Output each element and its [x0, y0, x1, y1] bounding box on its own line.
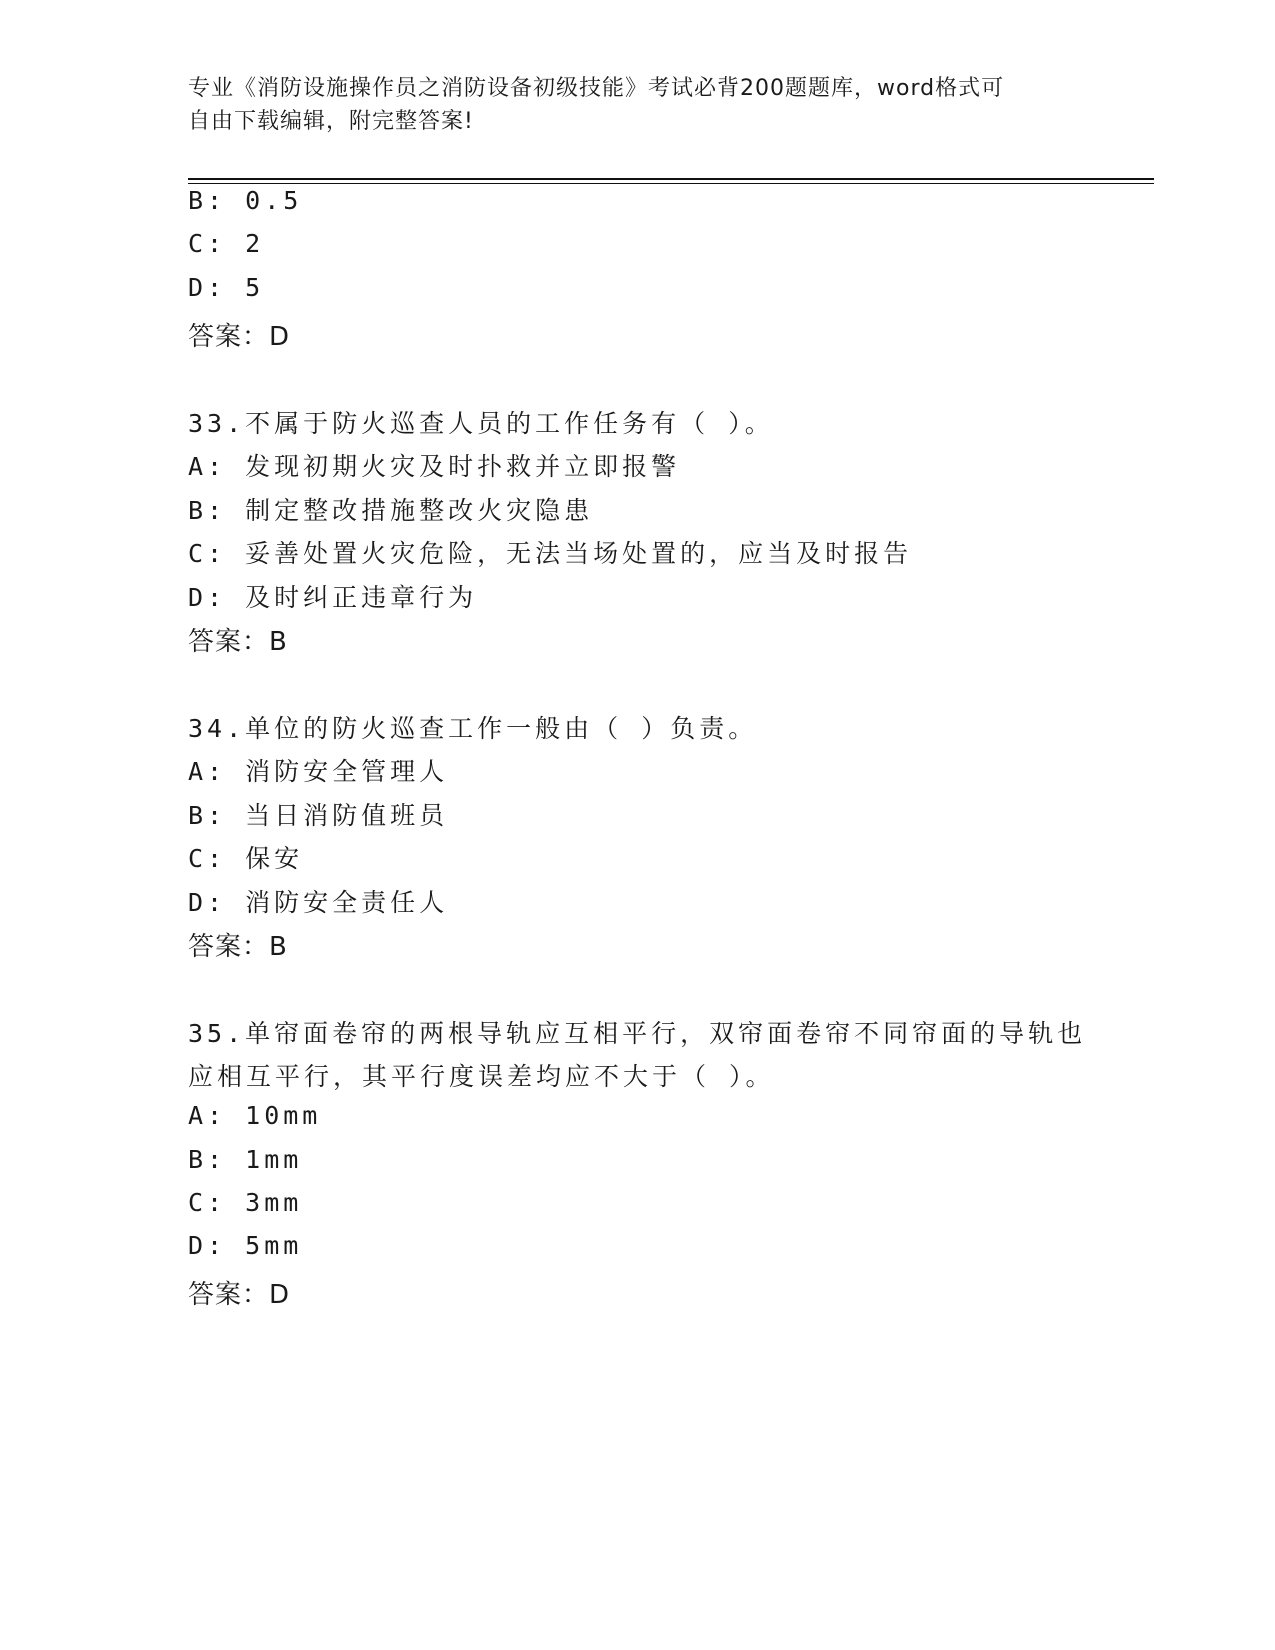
- option-b: B: 制定整改措施整改火灾隐患: [188, 496, 594, 525]
- option-c: C: 保安: [188, 844, 304, 873]
- option-d: D: 5: [188, 273, 265, 302]
- header-rule-thick: [188, 178, 1154, 180]
- answer-line: 答案：D: [188, 322, 291, 352]
- option-d: D: 及时纠正违章行为: [188, 583, 478, 612]
- option-b: B: 1mm: [188, 1145, 303, 1174]
- option-c: C: 2: [188, 229, 265, 258]
- option-d: D: 消防安全责任人: [188, 888, 449, 917]
- option-c: C: 3mm: [188, 1188, 303, 1217]
- option-a: A: 消防安全管理人: [188, 757, 449, 786]
- question-stem: 35.单帘面卷帘的两根导轨应互相平行，双帘面卷帘不同帘面的导轨也: [188, 1019, 1087, 1048]
- option-c: C: 妥善处置火灾危险，无法当场处置的，应当及时报告: [188, 539, 913, 568]
- answer-line: 答案：B: [188, 932, 288, 962]
- question-stem: 34.单位的防火巡查工作一般由（ ）负责。: [188, 714, 758, 743]
- option-a: A: 10mm: [188, 1101, 322, 1130]
- question-stem: 33.不属于防火巡查人员的工作任务有（ ）。: [188, 409, 774, 438]
- option-d: D: 5mm: [188, 1231, 303, 1260]
- answer-line: 答案：B: [188, 627, 288, 657]
- option-a: A: 发现初期火灾及时扑救并立即报警: [188, 452, 681, 481]
- document-header: [188, 72, 1088, 138]
- question-stem-continued: 应相互平行，其平行度误差均应不大于（ ）。: [188, 1062, 775, 1091]
- header-rule-thin: [188, 183, 1154, 184]
- option-b: B: 当日消防值班员: [188, 801, 449, 830]
- option-b: B: 0.5: [188, 186, 303, 215]
- header-line-1: 专业《消防设施操作员之消防设备初级技能》考试必背200题题库，word格式可: [188, 76, 1005, 101]
- header-line-2: 自由下载编辑，附完整答案!: [188, 109, 474, 134]
- answer-line: 答案：D: [188, 1280, 291, 1310]
